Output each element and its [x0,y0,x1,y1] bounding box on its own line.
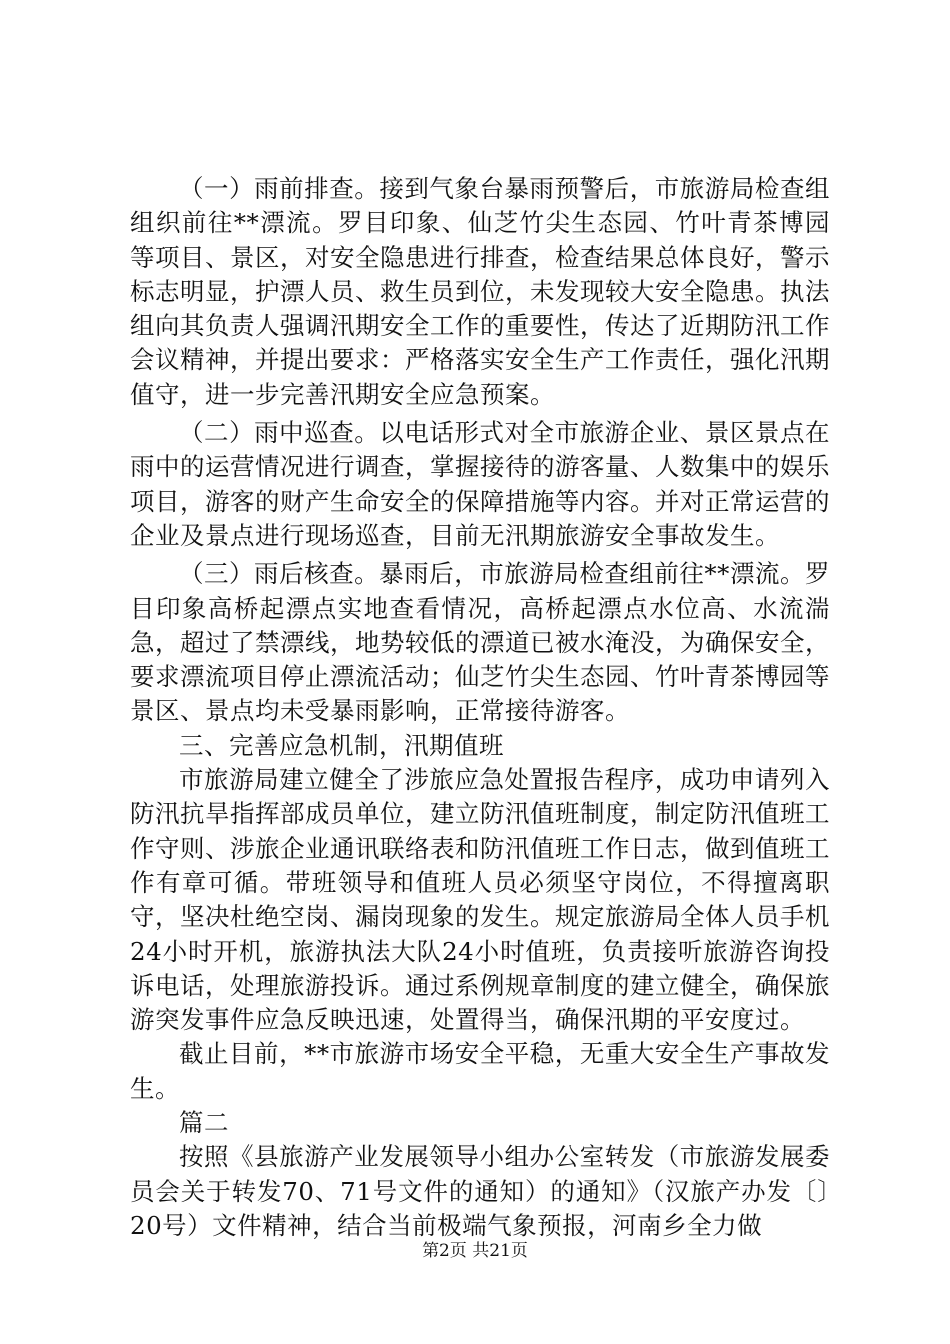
paragraph-part-two-intro: 按照《县旅游产业发展领导小组办公室转发（市旅游发展委员会关于转发70、71号文件的通知）的通知》（汉旅产办发〔〕20号）文件精神，结合当前极端气象预报，河南乡全力做 [130,1142,830,1240]
paragraph-pre-rain-check: （一）雨前排查。接到气象台暴雨预警后，市旅游局检查组组织前往**漂流。罗目印象、仙芝竹尖生态园、竹叶青茶博园等项目、景区，对安全隐患进行排查，检查结果总体良好，警示标志明显，护漂人员、救生员到位，未发现较大安全隐患。执法组向其负责人强调汛期安全工作的重要性，传达了近期防汛工作会议精神，并提出要求：严格落实安全生产工作责任，强化汛期值守，进一步完善汛期安全应急预案。 [130,174,830,409]
paragraph-post-rain-check: （三）雨后核查。暴雨后，市旅游局检查组前往**漂流。罗目印象高桥起漂点实地查看情况，高桥起漂点水位高、水流湍急，超过了禁漂线，地势较低的漂道已被水淹没，为确保安全，要求漂流项目停止漂流活动；仙芝竹尖生态园、竹叶青茶博园等景区、景点均未受暴雨影响，正常接待游客。 [130,559,830,726]
paragraph-in-rain-patrol: （二）雨中巡查。以电话形式对全市旅游企业、景区景点在雨中的运营情况进行调查，掌握接待的游客量、人数集中的娱乐项目，游客的财产生命安全的保障措施等内容。并对正常运营的企业及景点进行现场巡查，目前无汛期旅游安全事故发生。 [130,418,830,550]
paragraph-conclusion: 截止目前，**市旅游市场安全平稳，无重大安全生产事故发生。 [130,1039,830,1103]
section-heading-emergency-mechanism: 三、完善应急机制，汛期值班 [179,730,504,760]
page-footer: 第2页 共21页 [422,1241,528,1261]
section-heading-part-two: 篇二 [179,1108,229,1138]
document-body [130,172,830,1243]
paragraph-duty-system: 市旅游局建立健全了涉旅应急处置报告程序，成功申请列入防汛抗旱指挥部成员单位，建立防汛值班制度，制定防汛值班工作守则、涉旅企业通讯联络表和防汛值班工作日志，做到值班工作有章可循。带班领导和值班人员必须坚守岗位，不得擅离职守，坚决杜绝空岗、漏岗现象的发生。规定旅游局全体人员手机24小时开机，旅游执法大队24小时值班，负责接听旅游咨询投诉电话，处理旅游投诉。通过系例规章制度的建立健全，确保旅游突发事件应急反映迅速，处置得当，确保汛期的平安度过。 [130,765,830,1035]
